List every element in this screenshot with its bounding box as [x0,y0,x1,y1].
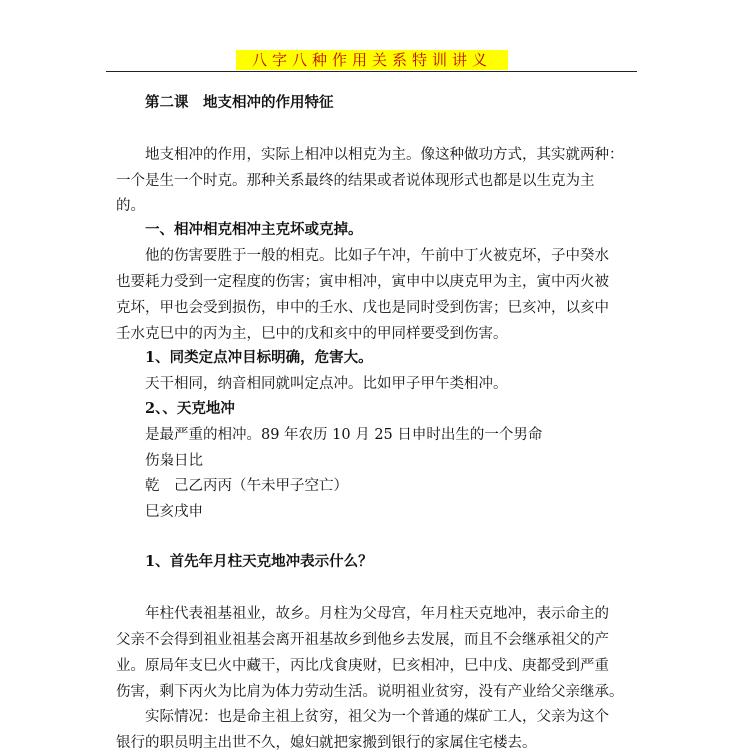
point2-heading: 2、、天克地冲 [145,400,235,417]
intro-line: 的。 [116,198,145,214]
point1-heading: 1、同类定点冲目标明确，危害大。 [145,349,373,366]
question-heading: 1、首先年月柱天克地冲表示什么？ [145,553,373,570]
bazi-chart-line: 伤枭日比 [145,453,203,469]
actual-line: 实际情况：也是命主祖上贫穷，祖父为一个普通的煤矿工人，父亲为这个 [145,709,609,725]
section1-line: 克坏，甲也会受到损伤，申中的壬水、戊也是同时受到伤害；巳亥冲，以亥中 [116,300,609,316]
header-title: 八字八种作用关系特训讲义 [236,50,508,70]
point2-body: 是最严重的相冲。89 年农历 10 月 25 日申时出生的一个男命 [145,427,543,443]
question-line: 业。原局年支巳火中藏干，丙比戊食庚财，巳亥相冲，巳中戊、庚都受到严重 [116,658,609,674]
lesson-title: 第二课 地支相冲的作用特征 [145,94,334,111]
header-divider [106,71,637,72]
section1-line: 壬水克巳中的丙为主，巳中的戊和亥中的甲同样要受到伤害。 [116,326,508,342]
section1-line: 也要耗力受到一定程度的伤害；寅申相冲，寅申中以庚克甲为主，寅中丙火被 [116,274,609,290]
intro-line: 一个是生一个时克。那种关系最终的结果或者说体现形式也都是以生克为主 [116,173,595,189]
bazi-chart-line: 乾 己乙丙丙（午未甲子空亡） [145,478,348,494]
bazi-chart-line: 巳亥戌申 [145,504,203,520]
section1-heading: 一、相冲相克相冲主克坏或克掉。 [145,221,363,238]
section1-line: 他的伤害要胜于一般的相克。比如子午冲，午前中丁火被克坏，子中癸水 [145,248,609,264]
actual-line: 银行的职员明主出世不久，媳妇就把家搬到银行的家属住宅楼去。 [116,735,537,751]
question-line: 伤害，剩下丙火为比肩为体力劳动生活。说明祖业贫穷，没有产业给父亲继承。 [116,684,624,700]
question-line: 年柱代表祖基祖业，故乡。月柱为父母宫，年月柱天克地冲，表示命主的 [145,606,609,622]
intro-line: 地支相冲的作用，实际上相冲以相克为主。像这种做功方式，其实就两种： [145,147,624,163]
point1-body: 天干相同，纳音相同就叫定点冲。比如甲子甲午类相冲。 [145,376,508,392]
question-line: 父亲不会得到祖业祖基会离开祖基故乡到他乡去发展，而且不会继承祖父的产 [116,632,609,648]
